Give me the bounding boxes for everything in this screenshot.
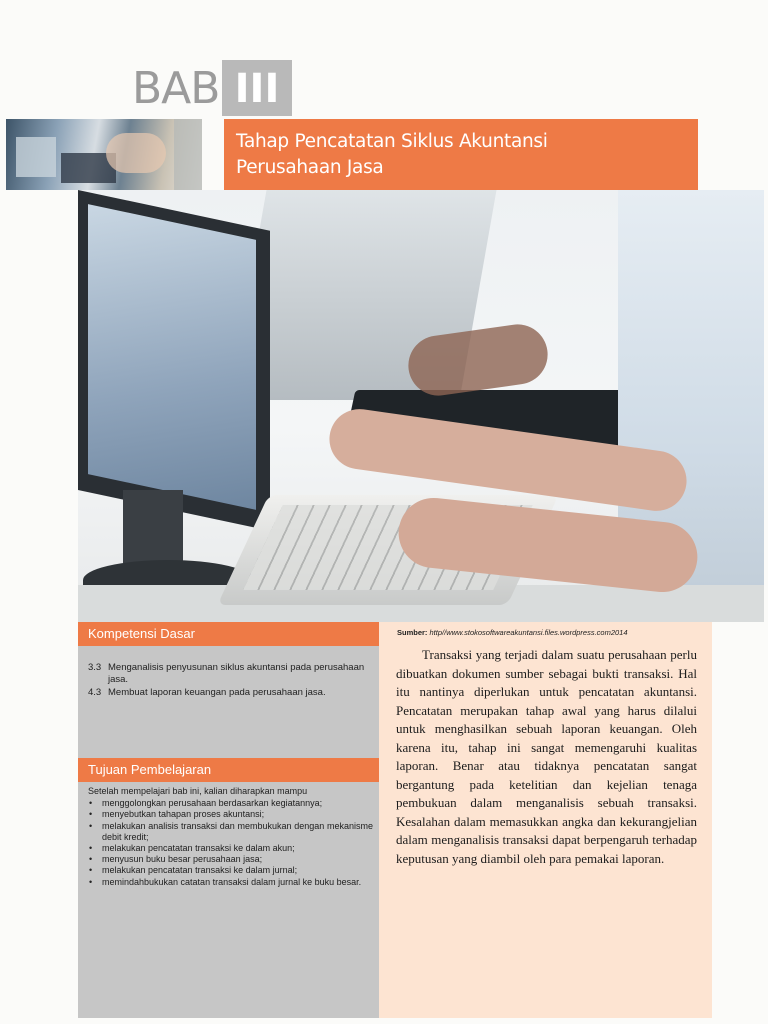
chapter-number: III [222, 60, 292, 116]
source-url: http//www.stokosoftwareakuntansi.files.wordpress.com2014 [429, 628, 628, 637]
tujuan-intro: Setelah mempelajari bab ini, kalian diharapkan mampu [88, 786, 308, 796]
list-item: 3.3 Menganalisis penyusunan siklus akuntansi pada perusahaan jasa. [88, 662, 365, 685]
list-item: • menyebutkan tahapan proses akuntansi; [89, 809, 265, 820]
tujuan-heading: Tujuan Pembelajaran [78, 758, 379, 782]
source-label: Sumber: [397, 628, 428, 637]
tujuan-list [88, 786, 373, 888]
hero-photo-keyboard-typing [78, 190, 764, 622]
list-item: • menyusun buku besar perusahaan jasa; [89, 854, 263, 865]
right-text-panel [379, 622, 712, 1018]
kompetensi-list [88, 662, 373, 701]
chapter-thumbnail-image [6, 119, 202, 190]
list-item: • melakukan pencatatan transaksi ke dalam jurnal; [89, 865, 298, 876]
chapter-title: Tahap Pencatatan Siklus Akuntansi Perusahaan Jasa [236, 131, 548, 178]
list-item: • melakukan analisis transaksi dan membukukan dengan mekanisme debit kredit; [89, 820, 373, 842]
list-item: • memindahbukukan catatan transaksi dalam jurnal ke buku besar. [89, 876, 362, 887]
left-info-panel [78, 622, 379, 1018]
kompetensi-heading: Kompetensi Dasar [78, 622, 379, 646]
list-item: • melakukan pencatatan transaksi ke dalam akun; [89, 843, 295, 854]
chapter-title-bar [224, 119, 698, 190]
intro-paragraph: Transaksi yang terjadi dalam suatu perusahaan perlu dibuatkan dokumen sumber sebagai bukti transaksi. Hal itu nantinya diperlukan untuk pencatatan akuntansi. Pencatatan merupakan tahap awal yang harus dilalui untuk menghasilkan sebuah laporan keuangan. Oleh karena itu, tahap ini sangat memengaruhi kualitas laporan. Benar atau tidaknya pencatatan sangat bergantung pada ketelitian dan kejelian tenaga pembukuan dalam menganalisis sebuah transaksi. Kesalahan dalam memasukkan angka dan kekurangjelian dalam menganalisis transaksi dapat berpengaruh terhadap keputusan yang diambil oleh para pemakai laporan. [396, 647, 697, 866]
chapter-label: BAB [132, 63, 220, 114]
list-item: 4.3 Membuat laporan keuangan pada perusahaan jasa. [88, 687, 326, 698]
list-item: • menggolongkan perusahaan berdasarkan kegiatannya; [89, 798, 323, 809]
image-source-caption [397, 628, 628, 637]
